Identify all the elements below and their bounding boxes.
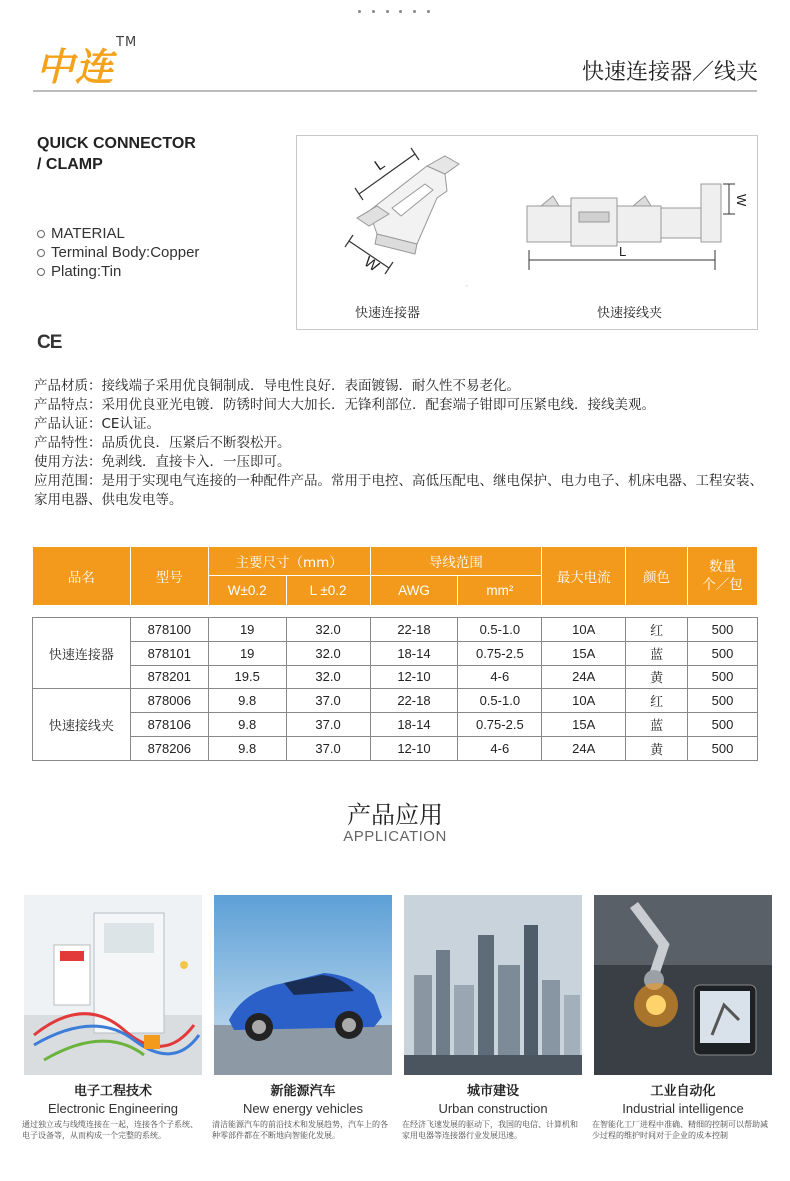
th-size-group: 主要尺寸（mm） <box>208 547 370 576</box>
application-item: 新能源汽车 New energy vehicles 清洁能源汽车的前沿技术和发展趋势，汽车上的各种零部件都在不断地向智能化发展。 <box>212 1084 388 1140</box>
th-name: 品名 <box>33 547 131 606</box>
bullet-icon <box>37 249 45 257</box>
dim-label-w-right: W <box>734 194 749 207</box>
spec-table <box>32 546 758 761</box>
application-image-vehicle <box>214 895 392 1075</box>
material-item: Terminal Body:Copper <box>37 243 199 262</box>
th-current: 最大电流 <box>542 547 626 606</box>
table-row: 快速连接器 878100 19 32.0 22-18 0.5-1.0 10A 红 500 <box>33 618 758 642</box>
desc-line: 产品特点：采用优良亚光电镀．防锈时间大大加长．无锋利部位．配套端子钳即可压紧电线．接线美观。 <box>34 397 655 413</box>
desc-line: 使用方法：免剥线．直接卡入．一压即可。 <box>34 454 291 470</box>
bullet-icon <box>37 230 45 238</box>
page-title: 快速连接器／线夹 <box>581 60 758 85</box>
application-item: 工业自动化 Industrial intelligence 在智能化工厂进程中准确、精细的控制可以帮助减少过程的维护时间对于企业的成本控制 <box>592 1084 768 1140</box>
caption-quick-connector: 快速连接器 <box>355 306 421 321</box>
caption-quick-clamp: 快速接线夹 <box>597 306 663 321</box>
trademark-mark: TM <box>116 35 138 51</box>
product-english-title: QUICK CONNECTOR / CLAMP <box>37 135 196 173</box>
table-row: 878201 19.5 32.0 12-10 4-6 24A 黄 500 <box>33 665 758 689</box>
table-row: 878206 9.8 37.0 12-10 4-6 24A 黄 500 <box>33 736 758 760</box>
dim-label-w: W <box>360 253 383 276</box>
bullet-icon <box>37 268 45 276</box>
material-item: MATERIAL <box>37 224 199 243</box>
group-name: 快速接线夹 <box>33 689 131 760</box>
desc-line: 应用范围：是用于实现电气连接的一种配件产品。常用于电控、高低压配电、继电保护、电力电子、机床电器、工程安装、家用电器、供电发电等。 <box>34 473 763 508</box>
desc-line: 产品材质：接线端子采用优良铜制成．导电性良好．表面镀锡．耐久性不易老化。 <box>34 378 520 394</box>
th-mm2: mm² <box>458 576 542 606</box>
th-l: L ±0.2 <box>286 576 370 606</box>
th-qty: 数量 个／包 <box>688 547 758 606</box>
th-w: W±0.2 <box>208 576 286 606</box>
th-color: 颜色 <box>626 547 688 606</box>
quick-connector-drawing <box>357 156 459 254</box>
table-row: 878106 9.8 37.0 18-14 0.75-2.5 15A 蓝 500 <box>33 713 758 737</box>
svg-text:◦: ◦ <box>465 283 469 290</box>
th-wire-group: 导线范围 <box>370 547 542 576</box>
quick-clamp-drawing <box>527 184 721 246</box>
table-row: 878101 19 32.0 18-14 0.75-2.5 15A 蓝 500 <box>33 641 758 665</box>
material-item: Plating:Tin <box>37 262 199 281</box>
product-description <box>34 377 764 510</box>
ce-certification-mark: CE <box>37 332 62 353</box>
dimension-figure-box <box>296 135 758 330</box>
application-image-electronic <box>24 895 202 1075</box>
application-image-industrial <box>594 895 772 1075</box>
application-item: 电子工程技术 Electronic Engineering 通过独立或与线缆连接在一起，连接各个子系统、电子设备等，从而构成一个完整的系统。 <box>22 1084 198 1140</box>
table-row: 快速接线夹 878006 9.8 37.0 22-18 0.5-1.0 10A 红 500 <box>33 689 758 713</box>
th-awg: AWG <box>370 576 458 606</box>
group-name: 快速连接器 <box>33 618 131 689</box>
material-list <box>37 224 199 281</box>
th-model: 型号 <box>130 547 208 606</box>
application-title: 产品应用 <box>347 801 443 829</box>
brand-logo: 中连™ <box>36 35 138 89</box>
dim-label-l: L <box>371 155 389 175</box>
desc-line: 产品认证：CE认证。 <box>34 416 160 432</box>
header-divider <box>33 90 757 92</box>
page-indicator-dots <box>358 10 430 13</box>
application-image-city <box>404 895 582 1075</box>
dim-label-l-right: L <box>619 244 627 259</box>
application-subtitle: APPLICATION <box>343 828 447 845</box>
application-item: 城市建设 Urban construction 在经济飞速发展的驱动下，我国的电信、计算机和家用电器等连接器行业发展迅速。 <box>402 1084 578 1140</box>
desc-line: 产品特性：品质优良．压紧后不断裂松开。 <box>34 435 291 451</box>
